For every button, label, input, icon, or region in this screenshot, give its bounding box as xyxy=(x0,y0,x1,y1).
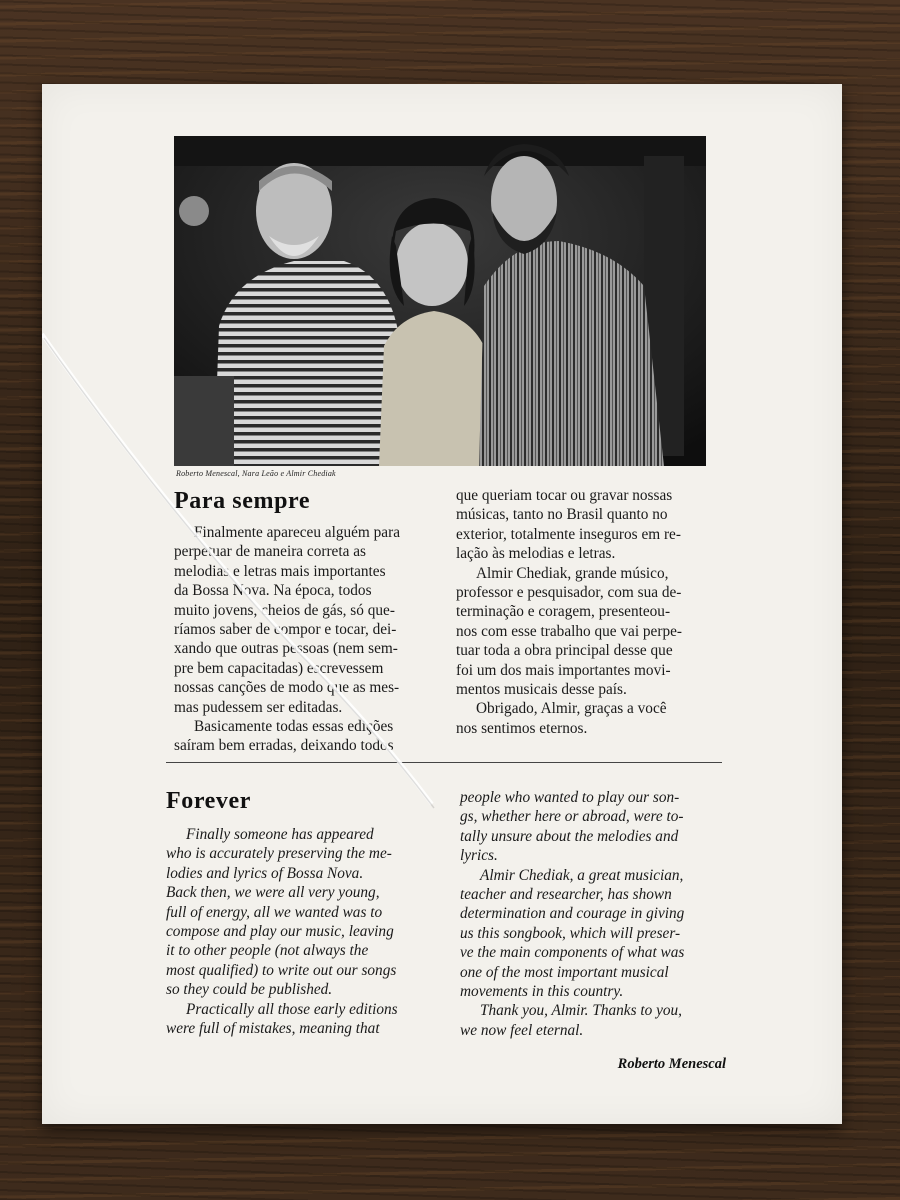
text-line: most qualified) to write out our songs xyxy=(166,961,397,979)
text-line: us this songbook, which will preser- xyxy=(460,924,681,942)
en-left-column xyxy=(166,788,438,1038)
text-line: nos sentimos eternos. xyxy=(456,719,588,737)
pt-left-column xyxy=(174,488,444,756)
text-line: determination and courage in giving xyxy=(460,905,685,923)
text-line: saíram bem erradas, deixando todos xyxy=(174,737,394,755)
text-line: ve the main components of what was xyxy=(460,944,685,962)
text-line: teacher and researcher, has shown xyxy=(460,886,672,904)
text-line: Practically all those early editions xyxy=(186,1000,398,1018)
en-left-text xyxy=(166,825,438,1038)
text-line: Obrigado, Almir, graças a você xyxy=(476,700,667,718)
section-divider xyxy=(166,762,722,763)
text-line: foi um dos mais importantes movi- xyxy=(456,661,671,679)
text-line: who is accurately preserving the me- xyxy=(166,845,392,863)
text-line: so they could be published. xyxy=(166,981,333,999)
text-line: exterior, totalmente inseguros em re- xyxy=(456,525,681,543)
text-line: it to other people (not always the xyxy=(166,942,369,960)
author-signature: Roberto Menescal xyxy=(617,1056,726,1072)
text-line: melodias e letras mais importantes xyxy=(174,562,386,580)
text-line: lodies and lyrics of Bossa Nova. xyxy=(166,864,364,882)
text-line: lyrics. xyxy=(460,847,498,865)
en-right-column xyxy=(460,788,735,1040)
text-line: mentos musicais desse país. xyxy=(456,681,627,699)
text-line: ríamos saber de compor e tocar, dei- xyxy=(174,621,397,639)
pt-right-text xyxy=(456,486,731,738)
text-line: pre bem capacitadas) escrevessem xyxy=(174,659,384,677)
text-line: perpetuar de maneira correta as xyxy=(174,543,366,561)
text-line: Almir Chediak, grande músico, xyxy=(476,564,669,582)
text-line: mas pudessem ser editadas. xyxy=(174,698,343,716)
text-line: terminação e coragem, presenteou- xyxy=(456,603,671,621)
pt-left-text xyxy=(174,523,444,756)
text-line: xando que outras pessoas (nem sem- xyxy=(174,640,398,658)
text-line: lação às melodias e letras. xyxy=(456,545,616,563)
text-line: Almir Chediak, a great musician, xyxy=(480,866,684,884)
text-line: professor e pesquisador, com sua de- xyxy=(456,584,682,602)
group-photo xyxy=(174,136,706,466)
text-line: Basicamente todas essas edições xyxy=(194,718,394,736)
text-line: tally unsure about the melodies and xyxy=(460,827,679,845)
text-line: que queriam tocar ou gravar nossas xyxy=(456,487,673,504)
text-line: compose and play our music, leaving xyxy=(166,923,394,941)
text-line: muito jovens, cheios de gás, só que- xyxy=(174,601,395,619)
text-line: we now feel eternal. xyxy=(460,1021,584,1039)
text-line: people who wanted to play our son- xyxy=(460,789,680,806)
text-line: da Bossa Nova. Na época, todos xyxy=(174,582,372,600)
pt-right-column xyxy=(456,486,731,738)
text-line: were full of mistakes, meaning that xyxy=(166,1020,380,1038)
text-line: Back then, we were all very young, xyxy=(166,884,380,902)
text-line: músicas, tanto no Brasil quanto no xyxy=(456,506,668,524)
en-right-text xyxy=(460,788,735,1040)
back-cover-page xyxy=(42,84,842,1124)
photo-caption: Roberto Menescal, Nara Leão e Almir Chediak xyxy=(176,469,336,478)
text-line: one of the most important musical xyxy=(460,963,669,981)
pt-title: Para sempre xyxy=(174,488,311,514)
text-line: Thank you, Almir. Thanks to you, xyxy=(480,1002,682,1020)
text-line: movements in this country. xyxy=(460,983,624,1001)
text-line: nossas canções de modo que as mes- xyxy=(174,679,400,697)
text-line: nos com esse trabalho que vai perpe- xyxy=(456,622,682,640)
en-title: Forever xyxy=(166,788,252,814)
text-line: gs, whether here or abroad, were to- xyxy=(460,808,684,826)
text-line: Finally someone has appeared xyxy=(186,826,374,843)
text-line: Finalmente apareceu alguém para xyxy=(194,524,400,541)
text-line: tuar toda a obra principal desse que xyxy=(456,642,673,660)
text-line: full of energy, all we wanted was to xyxy=(166,903,383,921)
